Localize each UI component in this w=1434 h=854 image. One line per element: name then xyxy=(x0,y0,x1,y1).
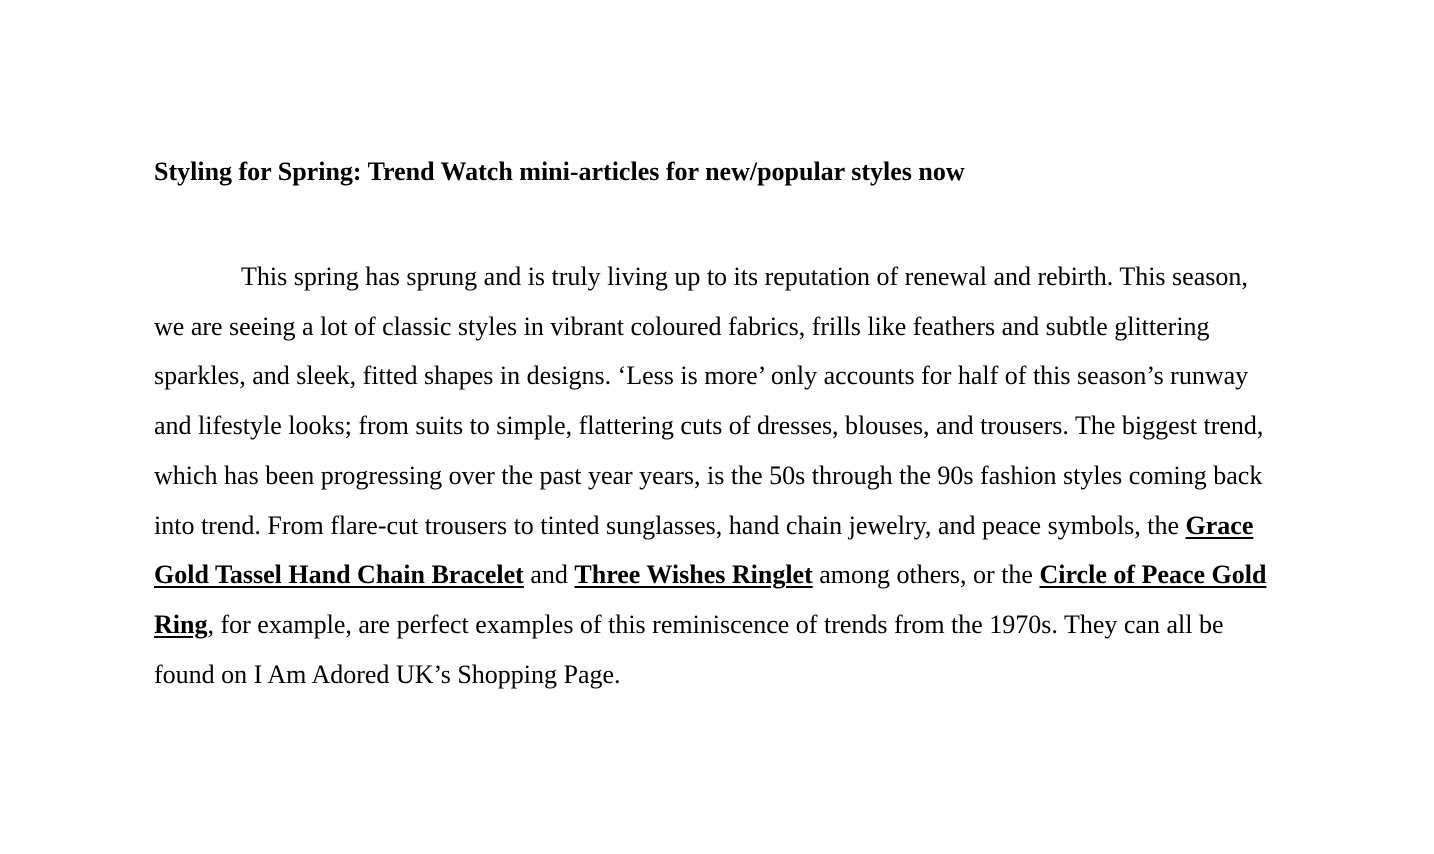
document-page xyxy=(154,154,1274,699)
link-grace-gold-tassel-hand-chain-bracelet[interactable]: Grace Gold Tassel Hand Chain Bracelet xyxy=(154,510,1254,590)
body-paragraph xyxy=(154,252,1274,699)
paragraph-text-1: This spring has sprung and is truly living up to its reputation of renewal and rebirth. This season, we are seeing a lot of classic styles in vibrant coloured fabrics, frills like feathers and subtle glittering sparkles, and sleek, fitted shapes in designs. ‘Less is more’ only accounts for half of this season’s runway and lifestyle looks; from suits to simple, flattering cuts of dresses, blouses, and trousers. The biggest trend, which has been progressing over the past year years, is the 50s through the 90s fashion styles coming back into trend. From flare-cut trousers to tinted sunglasses, hand chain jewelry, and peace symbols, the xyxy=(154,262,1264,540)
paragraph-text-2: and xyxy=(523,560,575,590)
document-title: Styling for Spring: Trend Watch mini-articles for new/popular styles now xyxy=(154,157,965,186)
paragraph-text-4: , for example, are perfect examples of this reminiscence of trends from the 1970s. They can all be found on I Am Adored UK’s Shopping Page. xyxy=(154,609,1224,689)
link-three-wishes-ringlet[interactable]: Three Wishes Ringlet xyxy=(574,560,813,590)
paragraph-text-3: among others, or the xyxy=(812,560,1040,590)
link-circle-of-peace-gold-ring[interactable]: Circle of Peace Gold Ring xyxy=(154,560,1267,639)
